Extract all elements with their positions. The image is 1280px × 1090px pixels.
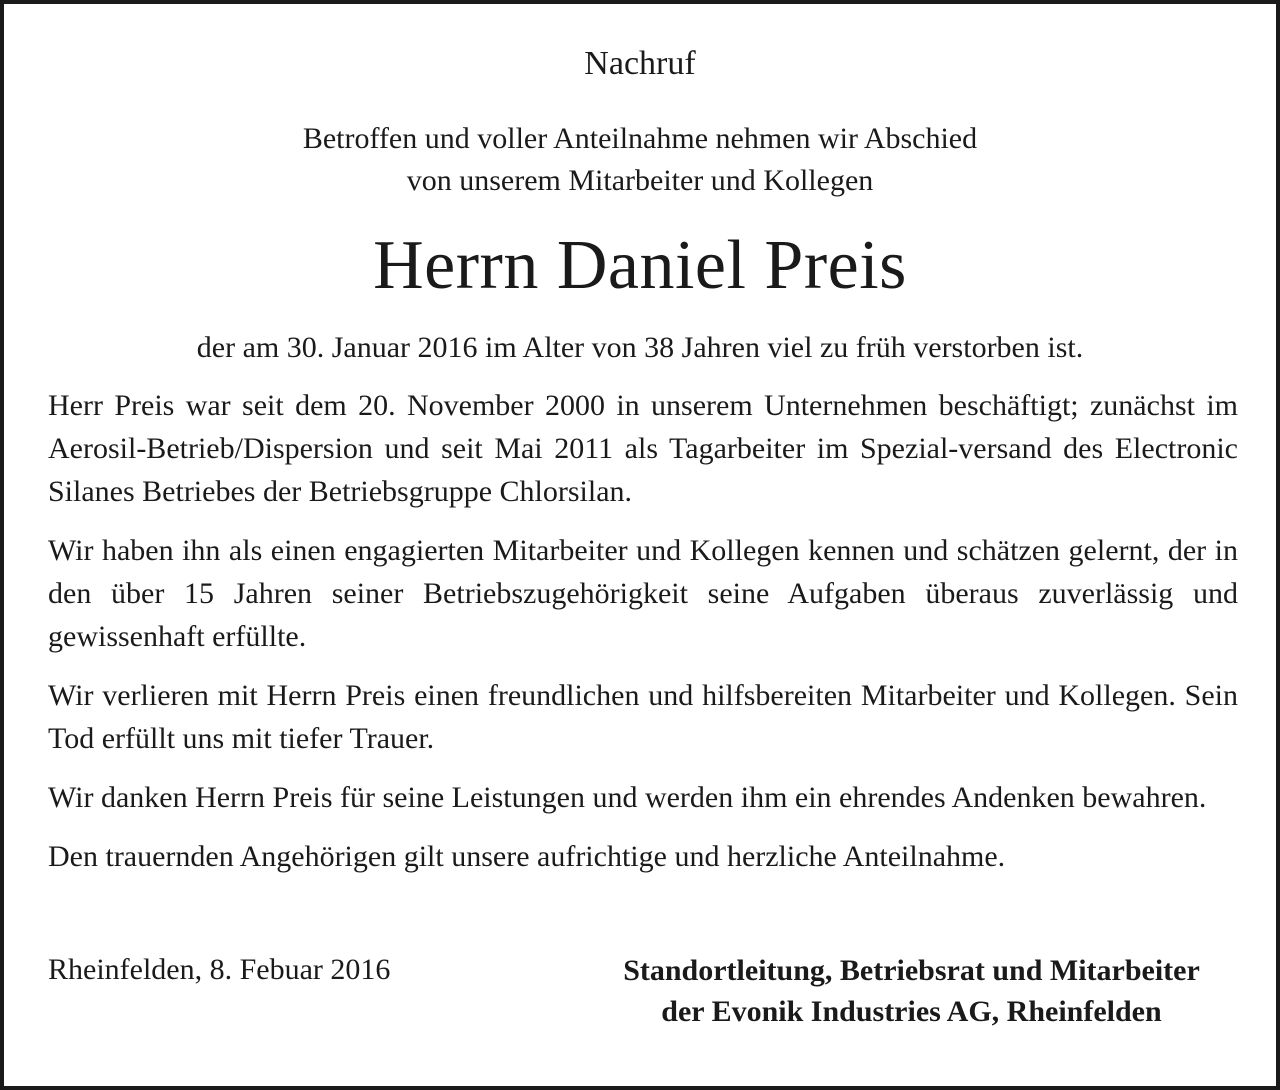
intro-line-1: Betroffen und voller Anteilnahme nehmen wir Abschied xyxy=(302,122,978,155)
paragraph-condolences: Den trauernden Angehörigen gilt unsere aufrichtige und herzliche Anteilnahme. xyxy=(48,840,1006,873)
signature-block xyxy=(574,950,1249,1032)
notice-body xyxy=(48,384,1238,894)
intro-text xyxy=(4,118,1276,202)
intro-line-2: von unserem Mitarbeiter und Kollegen xyxy=(406,164,874,197)
notice-heading: Nachruf xyxy=(584,45,696,82)
place-date: Rheinfelden, 8. Febuar 2016 xyxy=(48,953,391,986)
death-info-line: der am 30. Januar 2016 im Alter von 38 Jahren viel zu früh verstorben ist. xyxy=(196,331,1084,364)
deceased-name: Herrn Daniel Preis xyxy=(373,227,907,304)
paragraph-thanks: Wir danken Herrn Preis für seine Leistungen und werden ihm ein ehrendes Andenken bewahren. xyxy=(48,781,1207,814)
signature-line-1: Standortleitung, Betriebsrat und Mitarbeiter xyxy=(623,954,1200,987)
signature-line-2: der Evonik Industries AG, Rheinfelden xyxy=(661,995,1162,1028)
paragraph-loss: Wir verlieren mit Herrn Preis einen freundlichen und hilfsbereiten Mitarbeiter und Kollegen. Sein Tod erfüllt uns mit tiefer Trauer. xyxy=(48,679,1238,755)
paragraph-appreciation: Wir haben ihn als einen engagierten Mitarbeiter und Kollegen kennen und schätzen gelernt, der in den über 15 Jahren seiner Betriebszugehörigkeit seine Aufgaben überaus zuverlässig und gewissenhaft erfüllte. xyxy=(48,534,1238,653)
paragraph-employment: Herr Preis war seit dem 20. November 2000 in unserem Unternehmen beschäftigt; zunächst im Aerosil-Betrieb/Dispersion und seit Mai 2011 als Tagarbeiter im Spezial-versand des Electronic Silanes Betriebes der Betriebsgruppe Chlorsilan. xyxy=(48,389,1238,508)
